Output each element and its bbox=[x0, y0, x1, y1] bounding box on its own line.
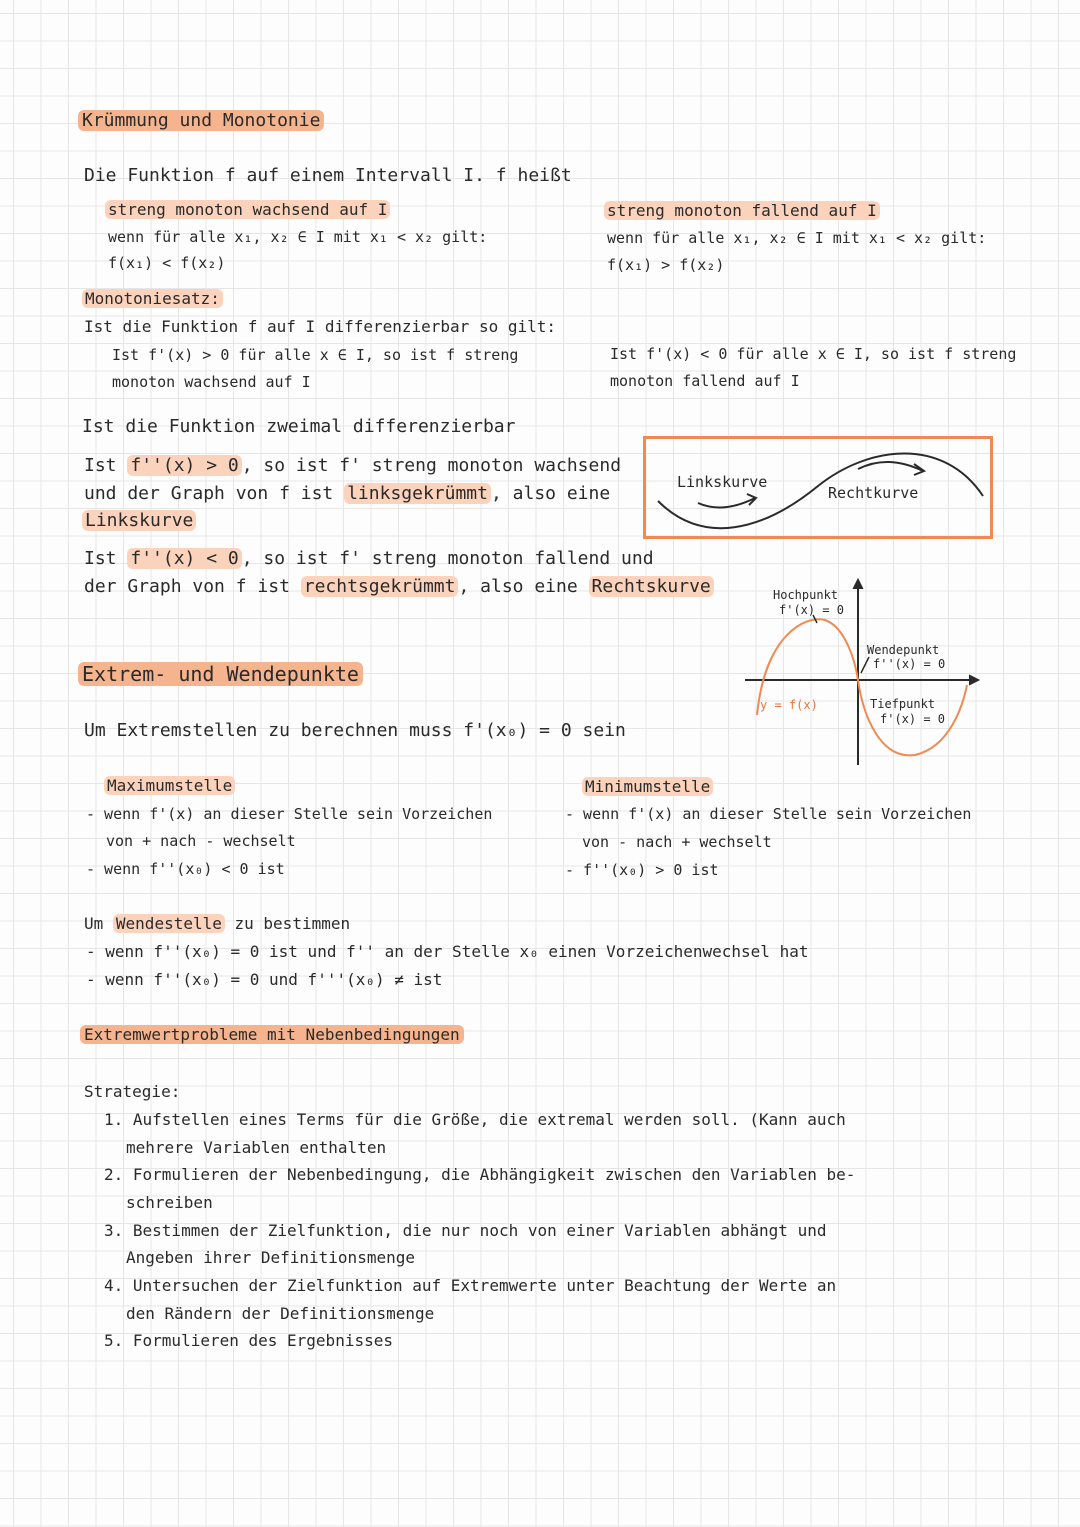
max-line2: von + nach - wechselt bbox=[106, 832, 296, 850]
strategy-step: Angeben ihrer Definitionsmenge bbox=[126, 1248, 415, 1267]
tiefpunkt-label: Tiefpunkt bbox=[870, 697, 936, 711]
rechtskurve-line2: der Graph von f ist rechtsgekrümmt , also eine Rechtskurve bbox=[84, 576, 714, 598]
max-title: Maximumstelle bbox=[104, 776, 235, 795]
linkskurve-line2: und der Graph von f ist linksgekrümmt , also eine bbox=[84, 483, 611, 504]
strategy-step: 5. Formulieren des Ergebnisses bbox=[104, 1331, 393, 1350]
min-title: Minimumstelle bbox=[582, 777, 713, 796]
min-line1: - wenn f'(x) an dieser Stelle sein Vorzeichen bbox=[565, 805, 972, 823]
linkskurve-label: Linkskurve bbox=[677, 473, 768, 491]
tiefpunkt-condition: f'(x) = 0 bbox=[880, 712, 946, 726]
dec-title: streng monoton fallend auf I bbox=[604, 201, 880, 220]
wende-line1: - wenn f''(x₀) = 0 ist und f'' an der Stelle x₀ einen Vorzeichenwechsel hat bbox=[86, 942, 809, 961]
linkskurve-line1: Ist f''(x) > 0 , so ist f' streng monoton wachsend bbox=[84, 455, 622, 476]
hochpunkt-label: Hochpunkt bbox=[773, 588, 839, 602]
min-line2: von - nach + wechselt bbox=[582, 833, 772, 851]
wende-line2: - wenn f''(x₀) = 0 und f'''(x₀) ≠ ist bbox=[86, 970, 443, 989]
inc-title: streng monoton wachsend auf I bbox=[105, 200, 390, 219]
rechtkurve-label: Rechtkurve bbox=[828, 484, 919, 502]
section-heading-kruemmung: Krümmung und Monotonie bbox=[78, 110, 324, 132]
rechtskurve-line1: Ist f''(x) < 0 , so ist f' streng monoton fallend und bbox=[84, 548, 654, 569]
linkskurve-line3: Linkskurve bbox=[82, 510, 196, 532]
wende-intro: Um Wendestelle zu bestimmen bbox=[84, 914, 351, 933]
strategy-step: 4. Untersuchen der Zielfunktion auf Extremwerte unter Beachtung der Werte an bbox=[104, 1276, 837, 1295]
monotoniesatz-inc2: monoton wachsend auf I bbox=[112, 373, 311, 391]
max-line1: - wenn f'(x) an dieser Stelle sein Vorzeichen bbox=[86, 805, 493, 823]
inc-line2: f(x₁) < f(x₂) bbox=[108, 254, 226, 272]
extrem-intro: Um Extremstellen zu berechnen muss f'(x₀) = 0 sein bbox=[84, 720, 626, 741]
strategy-step: 2. Formulieren der Nebenbedingung, die Abhängigkeit zwischen den Variablen be- bbox=[104, 1165, 856, 1184]
dec-line1: wenn für alle x₁, x₂ ∈ I mit x₁ < x₂ gilt: bbox=[607, 229, 987, 247]
monotoniesatz-inc1: Ist f'(x) > 0 für alle x ∈ I, so ist f streng bbox=[112, 346, 519, 364]
monotoniesatz-title: Monotoniesatz: bbox=[82, 289, 223, 308]
section-heading-extrem: Extrem- und Wendepunkte bbox=[78, 662, 363, 686]
dec-line2: f(x₁) > f(x₂) bbox=[607, 256, 725, 274]
monotoniesatz-dec1: Ist f'(x) < 0 für alle x ∈ I, so ist f streng bbox=[610, 345, 1017, 363]
wendepunkt-label: Wendepunkt bbox=[867, 643, 940, 657]
strategy-step: 1. Aufstellen eines Terms für die Größe, die extremal werden soll. (Kann auch bbox=[104, 1110, 846, 1129]
intro-text: Die Funktion f auf einem Intervall I. f heißt bbox=[84, 165, 572, 186]
strategy-step: den Rändern der Definitionsmenge bbox=[126, 1304, 435, 1323]
min-line3: - f''(x₀) > 0 ist bbox=[565, 861, 719, 879]
max-line3: - wenn f''(x₀) < 0 ist bbox=[86, 860, 285, 878]
monotoniesatz-dec2: monoton fallend auf I bbox=[610, 372, 800, 390]
strategy-step: 3. Bestimmen der Zielfunktion, die nur noch von einer Variablen abhängt und bbox=[104, 1221, 827, 1240]
inc-line1: wenn für alle x₁, x₂ ∈ I mit x₁ < x₂ gilt: bbox=[108, 228, 488, 246]
function-label: y = f(x) bbox=[760, 698, 818, 712]
twice-differentiable: Ist die Funktion zweimal differenzierbar bbox=[82, 416, 516, 437]
strategy-step: schreiben bbox=[126, 1193, 213, 1212]
monotoniesatz-line: Ist die Funktion f auf I differenzierbar so gilt: bbox=[84, 317, 557, 336]
strategy-label: Strategie: bbox=[84, 1082, 181, 1101]
strategy-step: mehrere Variablen enthalten bbox=[126, 1138, 387, 1157]
wendepunkt-condition: f''(x) = 0 bbox=[873, 657, 946, 671]
section-heading-extremwert: Extremwertprobleme mit Nebenbedingungen bbox=[80, 1025, 464, 1044]
hochpunkt-condition: f'(x) = 0 bbox=[779, 603, 845, 617]
